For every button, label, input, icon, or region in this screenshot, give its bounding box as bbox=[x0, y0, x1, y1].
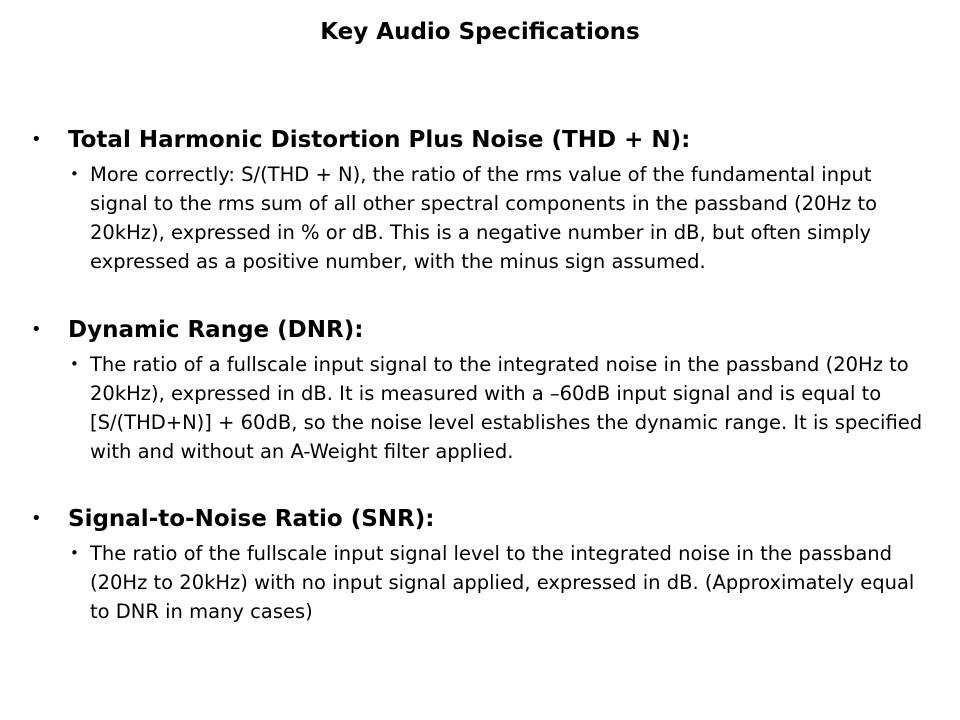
bullet-icon: • bbox=[31, 508, 42, 529]
bullet-icon: • bbox=[31, 319, 42, 340]
spec-description bbox=[0, 350, 960, 466]
bullet-icon: • bbox=[70, 355, 79, 373]
spec-heading-text: Signal-to-Noise Ratio (SNR): bbox=[68, 506, 435, 532]
spec-description-text: More correctly: S/(THD + N), the ratio of the rms value of the fundamental input signal to the rms sum of all other spectral components in the passband (20Hz to 20kHz), expressed in % or dB. This is a negative number in dB, but often simply expressed as a positive number, with the minus sign assumed. bbox=[90, 163, 878, 273]
spec-section-thd-n bbox=[0, 124, 960, 276]
spec-heading-text: Total Harmonic Distortion Plus Noise (THD + N): bbox=[68, 127, 691, 153]
spec-heading bbox=[0, 503, 960, 535]
spec-description bbox=[0, 160, 960, 276]
spec-section-dnr bbox=[0, 314, 960, 466]
spec-heading bbox=[0, 124, 960, 156]
spec-heading-text: Dynamic Range (DNR): bbox=[68, 317, 364, 343]
spec-description-text: The ratio of a fullscale input signal to the integrated noise in the passband (20Hz to 20kHz), expressed in dB. It is measured with a –60dB input signal and is equal to [S/(THD+N)] + 60dB, so the noise level establishes the dynamic range. It is specified with and without an A-Weight filter applied. bbox=[90, 353, 923, 463]
slide-title: Key Audio Specifications bbox=[320, 19, 640, 45]
bullet-icon: • bbox=[31, 129, 42, 150]
spec-description-text: The ratio of the fullscale input signal level to the integrated noise in the passband (20Hz to 20kHz) with no input signal applied, expressed in dB. (Approximately equal to DNR in many cases) bbox=[90, 542, 915, 623]
spec-heading bbox=[0, 314, 960, 346]
spec-section-snr bbox=[0, 503, 960, 626]
bullet-icon: • bbox=[70, 165, 79, 183]
spec-description bbox=[0, 539, 960, 626]
bullet-icon: • bbox=[70, 544, 79, 562]
